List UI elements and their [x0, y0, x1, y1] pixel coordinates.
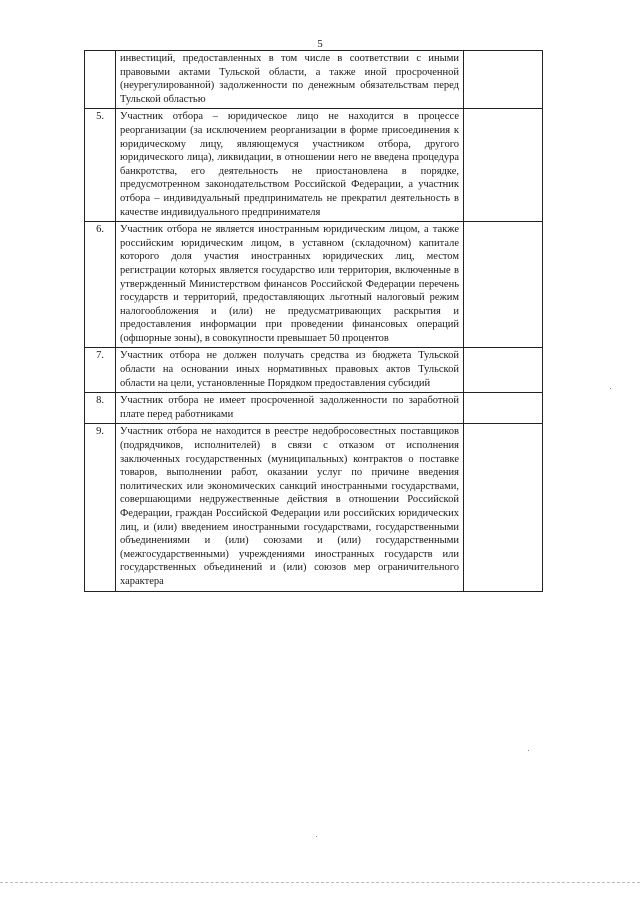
table-row: [85, 348, 543, 393]
requirements-table: [84, 50, 543, 592]
row-mark-cell: [464, 222, 543, 348]
row-mark-cell: [464, 51, 543, 109]
row-text: Участник отбора не находится в реестре недобросовестных поставщиков (подрядчиков, исполнителей) в связи с отказом от исполнения заключенных государственных (муниципальных) контрактов о поставке товаров, выполнении работ, оказании услуг по причине введения политических или экономических санкций иностранными государствами, совершающими недружественные действия в отношении Российской Федерации, граждан Российской Федерации или российских юридических лиц, и (или) введением иностранными государствами, государственными объединениями и (или) союзами и (или) государственными (межгосударственными) учреждениями иностранных государств или государственных объединений и (или) союзов мер ограничительного характера: [116, 424, 464, 591]
table-row: [85, 393, 543, 424]
table-row: [85, 424, 543, 591]
scan-edge-line: [0, 882, 640, 883]
page-number: 5: [317, 38, 323, 50]
row-mark-cell: [464, 109, 543, 222]
row-number: 8.: [85, 393, 116, 424]
row-number: 9.: [85, 424, 116, 591]
scan-speck: [316, 836, 317, 837]
row-text: Участник отбора – юридическое лицо не находится в процессе реорганизации (за исключением реорганизации в форме присоединения к юридическому лицу, являющемуся участником отбора, другого юридического лица), ликвидации, в отношении него не введена процедура банкротства, его деятельность не приостановлена в порядке, предусмотренном законодательством Российской Федерации, а участник отбора – индивидуальный предприниматель не прекратил деятельность в качестве индивидуального предпринимателя: [116, 109, 464, 222]
row-number: 5.: [85, 109, 116, 222]
scan-speck: [528, 750, 529, 751]
row-number: [85, 51, 116, 109]
row-text: Участник отбора не является иностранным юридическим лицом, а также российским юридическим лицом, в уставном (складочном) капитале которого доля участия иностранных юридических лиц, местом регистрации которых является государство или территория, включенные в утвержденный Министерством финансов Российской Федерации перечень государств и территорий, предоставляющих льготный налоговый режим налогообложения и (или) не предусматривающих раскрытия и предоставления информации при проведении финансовых операций (офшорные зоны), в совокупности превышает 50 процентов: [116, 222, 464, 348]
row-mark-cell: [464, 348, 543, 393]
row-mark-cell: [464, 393, 543, 424]
table-row: [85, 51, 543, 109]
row-text: Участник отбора не имеет просроченной задолженности по заработной плате перед работниками: [116, 393, 464, 424]
row-number: 6.: [85, 222, 116, 348]
row-text: Участник отбора не должен получать средства из бюджета Тульской области на основании иных нормативных правовых актов Тульской области на цели, установленные Порядком предоставления субсидий: [116, 348, 464, 393]
row-mark-cell: [464, 424, 543, 591]
row-text: инвестиций, предоставленных в том числе в соответствии с иными правовыми актами Тульской области, а также иной просроченной (неурегулированной) задолженности по денежным обязательствам перед Тульской областью: [116, 51, 464, 109]
table-row: [85, 109, 543, 222]
table-row: [85, 222, 543, 348]
scan-speck: [610, 388, 611, 389]
row-number: 7.: [85, 348, 116, 393]
